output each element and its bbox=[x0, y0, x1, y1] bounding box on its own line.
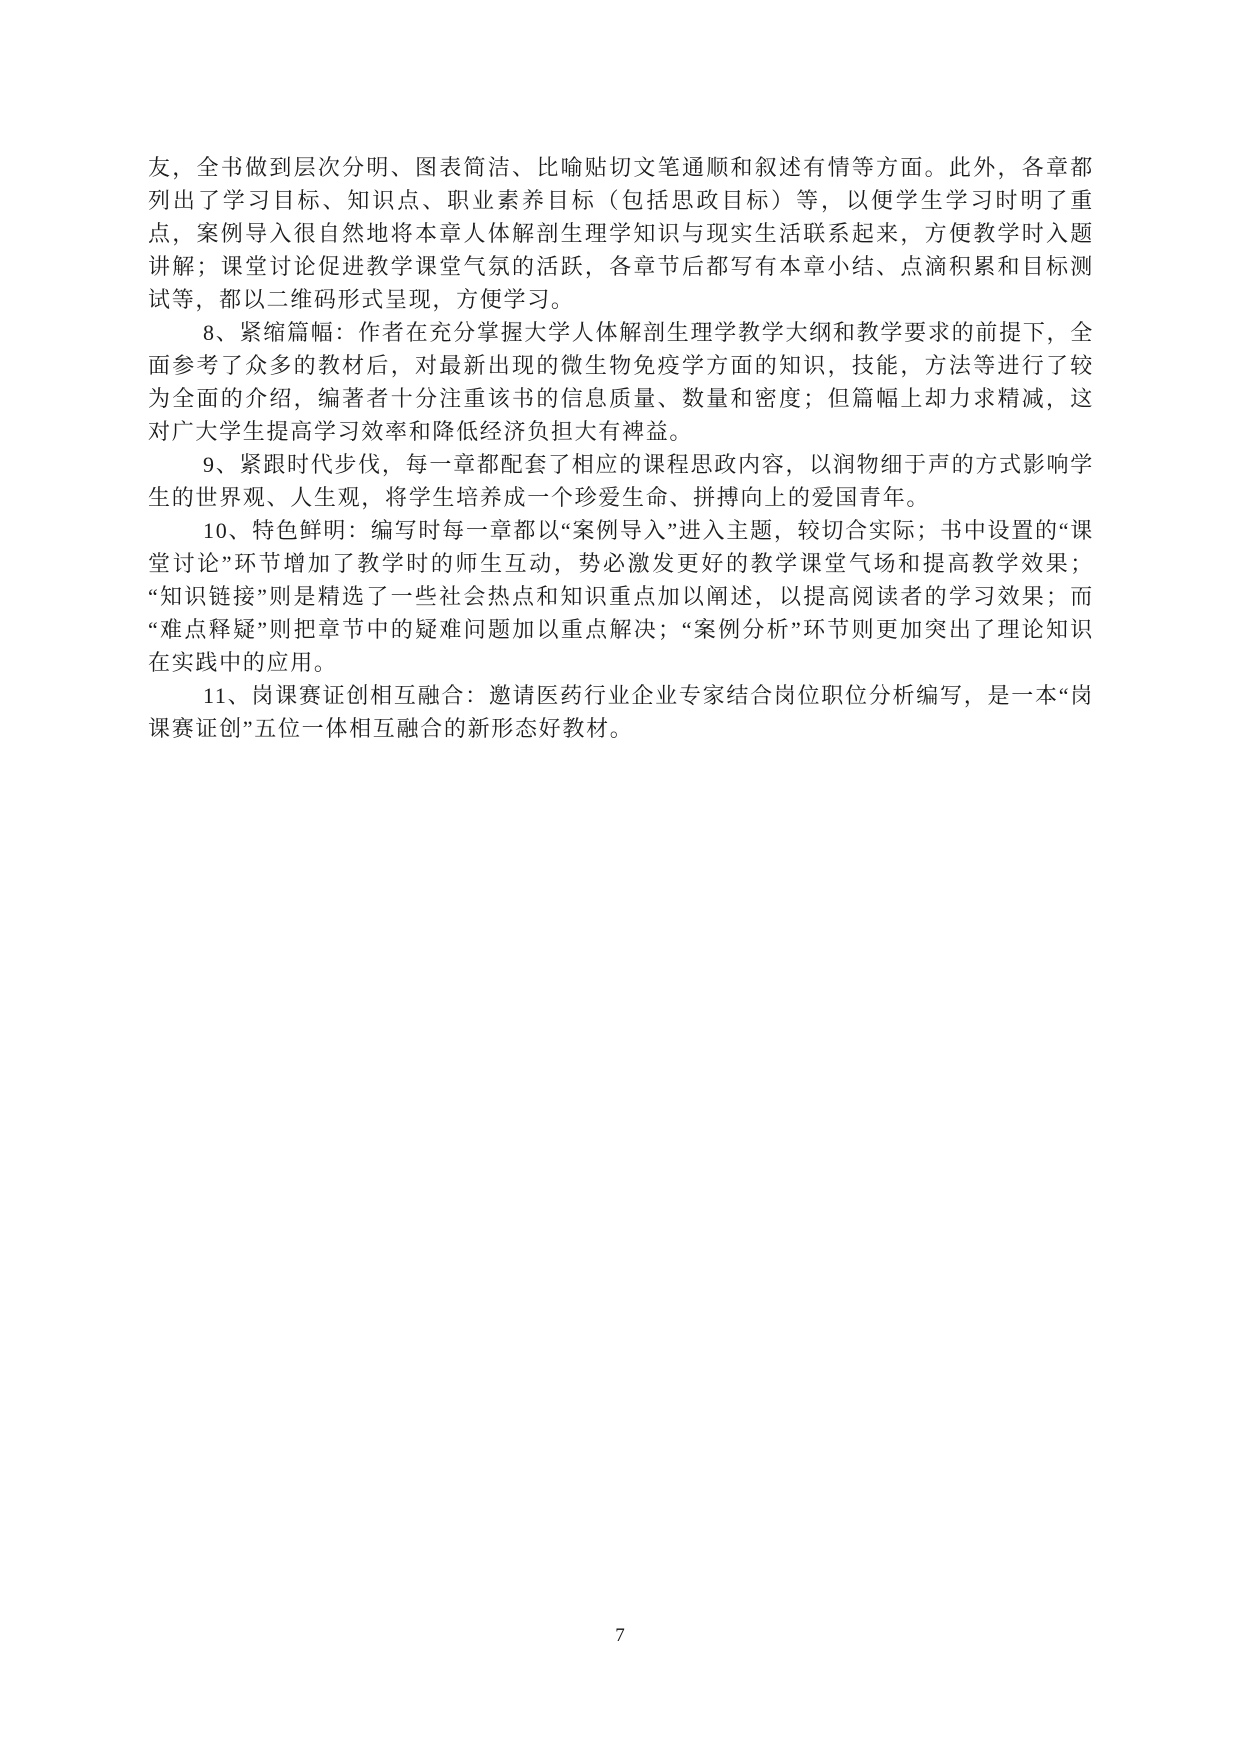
document-body bbox=[148, 151, 1094, 745]
paragraph-item-11: 11、岗课赛证创相互融合：邀请医药行业企业专家结合岗位职位分析编写，是一本“岗课赛证创”五位一体相互融合的新形态好教材。 bbox=[148, 683, 1094, 741]
page-number: 7 bbox=[615, 1625, 625, 1646]
paragraph-continuation: 友，全书做到层次分明、图表简洁、比喻贴切文笔通顺和叙述有情等方面。此外，各章都列出了学习目标、知识点、职业素养目标（包括思政目标）等，以便学生学习时明了重点，案例导入很自然地将本章人体解剖生理学知识与现实生活联系起来，方便教学时入题讲解；课堂讨论促进教学课堂气氛的活跃，各章节后都写有本章小结、点滴积累和目标测试等，都以二维码形式呈现，方便学习。 bbox=[148, 155, 1094, 312]
paragraph-item-8: 8、紧缩篇幅：作者在充分掌握大学人体解剖生理学教学大纲和教学要求的前提下，全面参考了众多的教材后，对最新出现的微生物免疫学方面的知识，技能，方法等进行了较为全面的介绍，编著者十分注重该书的信息质量、数量和密度；但篇幅上却力求精减，这对广大学生提高学习效率和降低经济负担大有裨益。 bbox=[148, 320, 1094, 444]
paragraph-item-9: 9、紧跟时代步伐，每一章都配套了相应的课程思政内容，以润物细于声的方式影响学生的世界观、人生观，将学生培养成一个珍爱生命、拼搏向上的爱国青年。 bbox=[148, 452, 1094, 510]
paragraph-item-10: 10、特色鲜明：编写时每一章都以“案例导入”进入主题，较切合实际；书中设置的“课堂讨论”环节增加了教学时的师生互动，势必激发更好的教学课堂气场和提高教学效果；“知识链接”则是精选了一些社会热点和知识重点加以阐述，以提高阅读者的学习效果；而“难点释疑”则把章节中的疑难问题加以重点解决；“案例分析”环节则更加突出了理论知识在实践中的应用。 bbox=[148, 518, 1094, 675]
